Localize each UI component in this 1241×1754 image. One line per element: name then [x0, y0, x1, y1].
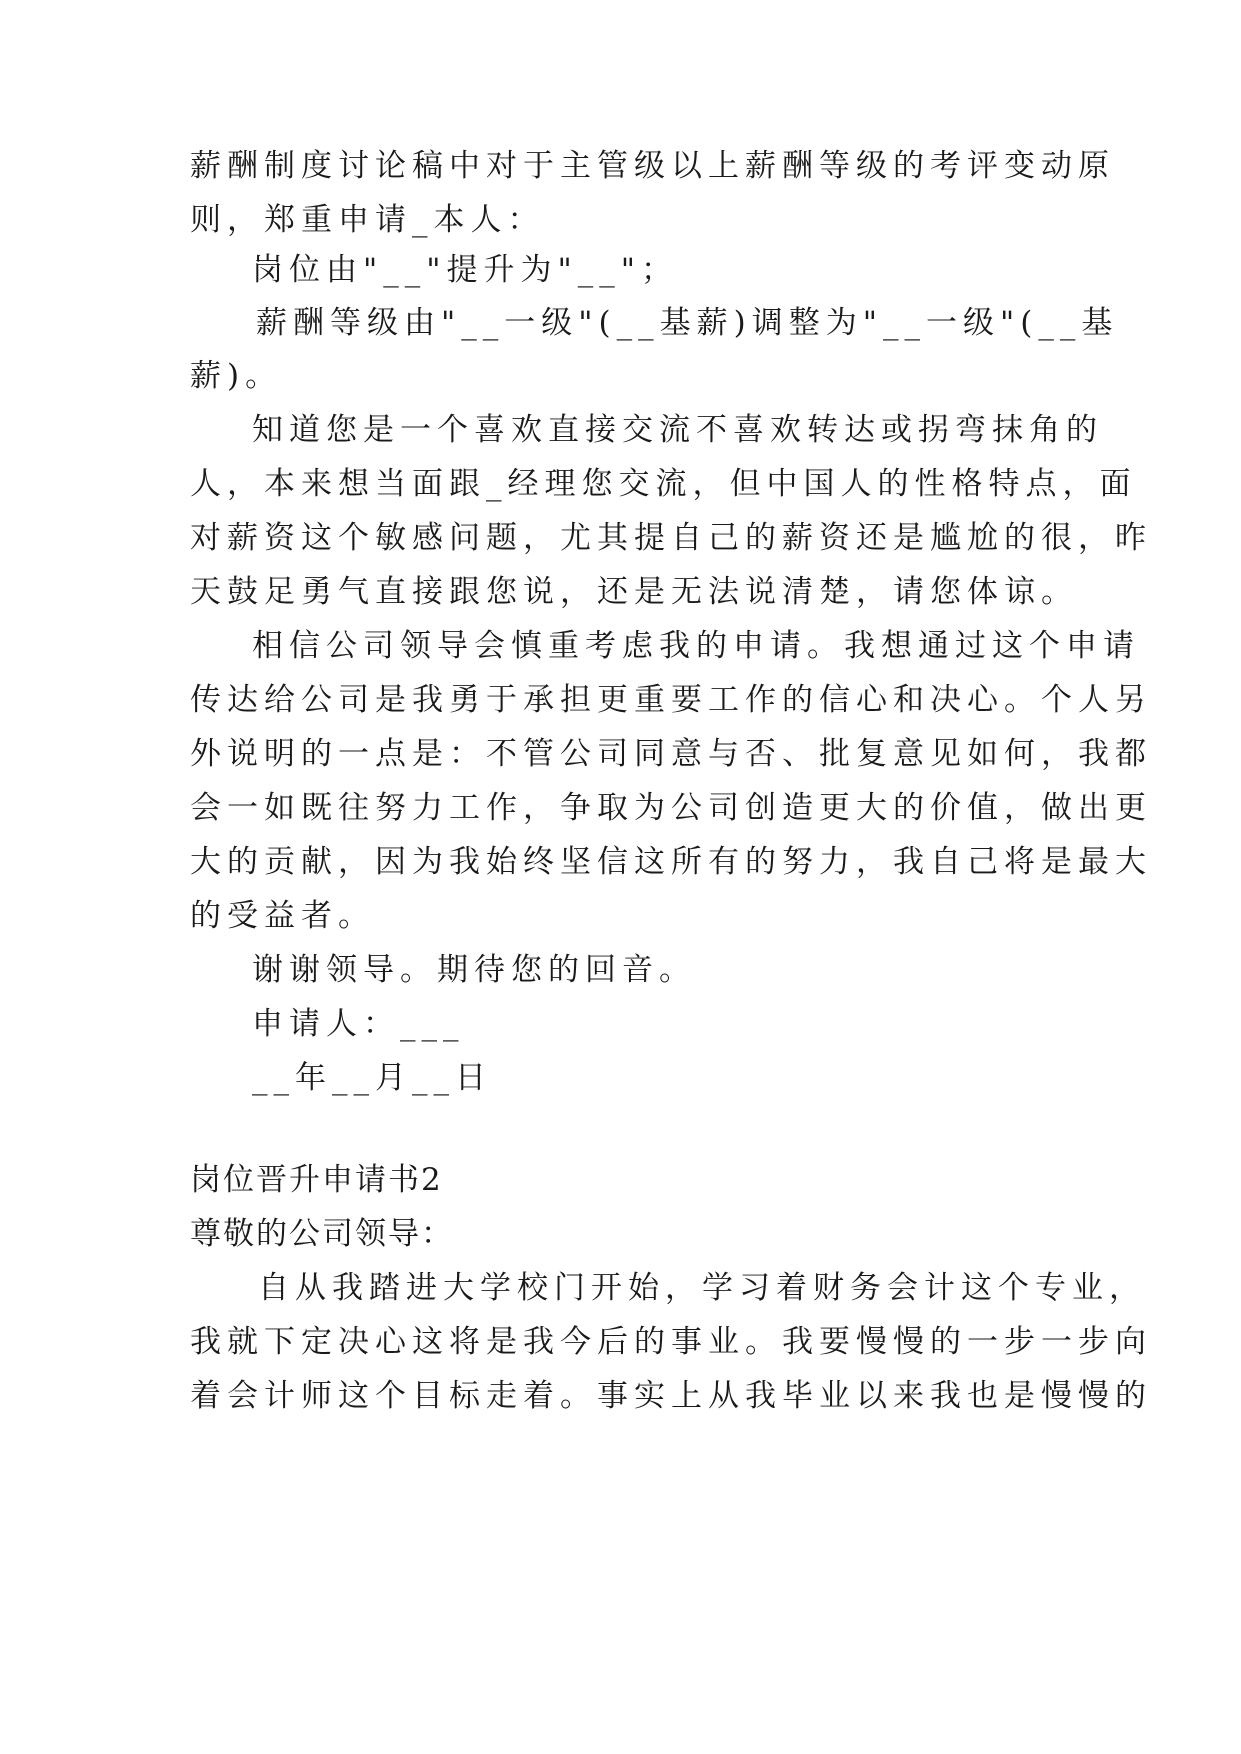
text-line: 薪酬等级由"__一级"(__基薪)调整为"__一级"(__基: [256, 305, 1119, 341]
text-line: 薪)。: [190, 358, 283, 394]
text-line: 人，本来想当面跟_经理您交流，但中国人的性格特点，面: [190, 466, 1137, 502]
signature-line: 申请人：___: [252, 1006, 465, 1042]
text-line: 的受益者。: [190, 898, 375, 934]
text-line: 自从我踏进大学校门开始，学习着财务会计这个专业，: [258, 1270, 1146, 1306]
date-line: __年__月__日: [252, 1060, 492, 1096]
text-line: 谢谢领导。期待您的回音。: [252, 952, 696, 988]
text-line: 大的贡献，因为我始终坚信这所有的努力，我自己将是最大: [190, 844, 1152, 880]
text-line: 传达给公司是我勇于承担更重要工作的信心和决心。个人另: [190, 682, 1152, 718]
text-line: 对薪资这个敏感问题，尤其提自己的薪资还是尴尬的很，昨: [190, 520, 1152, 556]
text-line: 薪酬制度讨论稿中对于主管级以上薪酬等级的考评变动原: [190, 148, 1115, 184]
text-line: 岗位由"__"提升为"__"；: [252, 252, 679, 288]
text-line: 外说明的一点是：不管公司同意与否、批复意见如何，我都: [190, 736, 1152, 772]
salutation: 尊敬的公司领导：: [190, 1216, 454, 1252]
text-line: 则，郑重申请_本人：: [190, 202, 545, 238]
text-line: 天鼓足勇气直接跟您说，还是无法说清楚，请您体谅。: [190, 574, 1078, 610]
text-line: 会一如既往努力工作，争取为公司创造更大的价值，做出更: [190, 790, 1152, 826]
text-line: 知道您是一个喜欢直接交流不喜欢转达或拐弯抹角的: [252, 412, 1103, 448]
section-title: 岗位晋升申请书2: [190, 1162, 443, 1198]
text-line: 着会计师这个目标走着。事实上从我毕业以来我也是慢慢的: [190, 1378, 1152, 1414]
text-line: 我就下定决心这将是我今后的事业。我要慢慢的一步一步向: [190, 1324, 1152, 1360]
text-line: 相信公司领导会慎重考虑我的申请。我想通过这个申请: [252, 628, 1140, 664]
